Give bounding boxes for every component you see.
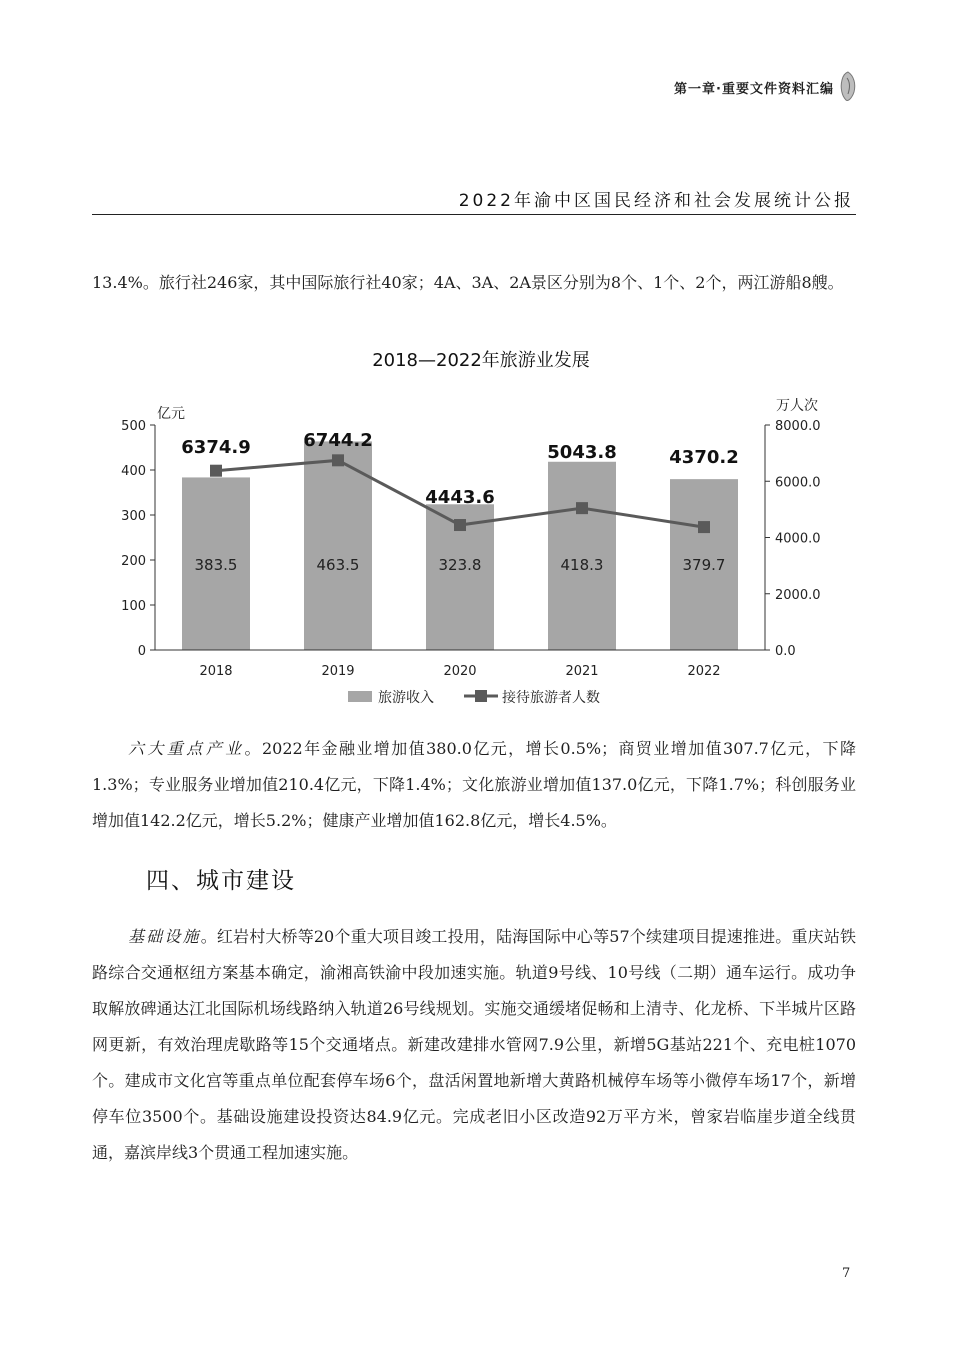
paragraph-tourism-stats: 13.4%。旅行社246家，其中国际旅行社40家；4A、3A、2A景区分别为8个、1个、2个，两江游船8艘。: [92, 273, 844, 292]
x-tick-label: 2020: [443, 664, 477, 679]
section-heading: 四、城市建设: [146, 868, 296, 894]
paragraph-infrastructure: [92, 919, 856, 1171]
y-axis-label-left: 亿元: [157, 406, 185, 422]
y-tick-label-left: 500: [121, 419, 146, 434]
y-tick-label-right: 8000.0: [775, 419, 821, 434]
chart-title: 2018—2022年旅游业发展: [372, 350, 590, 371]
line-point-2018: [210, 465, 222, 477]
x-tick-label: 2019: [321, 664, 355, 679]
bar-value-label: 379.7: [682, 556, 726, 574]
y-tick-label-left: 100: [121, 599, 146, 614]
text-infrastructure: 。红岩村大桥等20个重大项目竣工投用，陆海国际中心等57个续建项目提速推进。重庆站铁路综合交通枢纽方案基本确定，渝湘高铁渝中段加速实施。轨道9号线、10号线（二期）通车运行。成功争取解放碑通达江北国际机场线路纳入轨道26号线规划。实施交通缓堵促畅和上清寺、化龙桥、下半城片区路网更新，有效治理虎歇路等15个交通堵点。新建改建排水管网7.9公里，新增5G基站221个、充电桩1070个。建成市文化宫等重点单位配套停车场6个，盘活闲置地新增大黄路机械停车场等小微停车场17个，新增停车位3500个。基础设施建设投资达84.9亿元。完成老旧小区改造92万平方米，曾家岩临崖步道全线贯通，嘉滨岸线3个贯通工程加速实施。: [92, 927, 856, 1162]
bar-value-label: 383.5: [194, 556, 238, 574]
y-tick-label-left: 0: [137, 644, 146, 659]
line-point-2021: [576, 502, 588, 514]
y-tick-label-left: 400: [121, 464, 146, 479]
line-point-2022: [698, 521, 710, 533]
y-axis-label-right: 万人次: [776, 398, 818, 414]
chapter-logo-icon: [838, 70, 858, 104]
y-tick-label-right: 2000.0: [775, 587, 821, 603]
y-tick-label-right: 4000.0: [775, 531, 821, 547]
bar-value-label: 463.5: [316, 556, 360, 574]
document-title: 2022年渝中区国民经济和社会发展统计公报: [458, 191, 854, 211]
line-value-label: 6374.9: [181, 437, 251, 458]
y-tick-label-left: 300: [121, 509, 146, 524]
line-value-label: 4370.2: [669, 447, 739, 468]
chapter-header: 第一章·重要文件资料汇编: [674, 82, 834, 97]
title-divider: [92, 214, 856, 215]
text-key-industries: 。2022年金融业增加值380.0亿元，增长0.5%；商贸业增加值307.7亿元，下降1.3%；专业服务业增加值210.4亿元，下降1.4%；文化旅游业增加值137.0亿元，下降1.7%；科创服务业增加值142.2亿元，增长5.2%；健康产业增加值162.8亿元，增长4.5%。: [92, 739, 856, 830]
x-tick-label: 2018: [199, 664, 233, 679]
legend-marker-line: [475, 690, 487, 702]
line-value-label: 6744.2: [303, 430, 373, 451]
line-value-label: 4443.6: [425, 487, 495, 508]
bars-layer: [182, 441, 738, 650]
lead-infrastructure: 基础设施: [128, 927, 201, 946]
bar-value-label: 418.3: [560, 556, 604, 574]
line-point-2019: [332, 454, 344, 466]
tourism-chart: [100, 388, 840, 718]
y-tick-label-right: 0.0: [775, 644, 796, 659]
legend-label-line: 接待旅游者人数: [502, 690, 600, 706]
bar-value-label: 323.8: [438, 556, 482, 574]
page-number: 7: [842, 1266, 851, 1281]
lead-key-industries: 六大重点产业: [128, 739, 245, 758]
paragraph-key-industries: [92, 731, 856, 839]
y-tick-label-right: 6000.0: [775, 475, 821, 491]
line-value-label: 5043.8: [547, 442, 617, 463]
y-tick-label-left: 200: [121, 554, 146, 569]
legend-label-bar: 旅游收入: [378, 690, 434, 706]
x-tick-label: 2021: [565, 664, 599, 679]
x-tick-label: 2022: [687, 664, 721, 679]
legend-layer: [348, 689, 600, 706]
line-point-2020: [454, 519, 466, 531]
legend-swatch-bar: [348, 691, 372, 702]
